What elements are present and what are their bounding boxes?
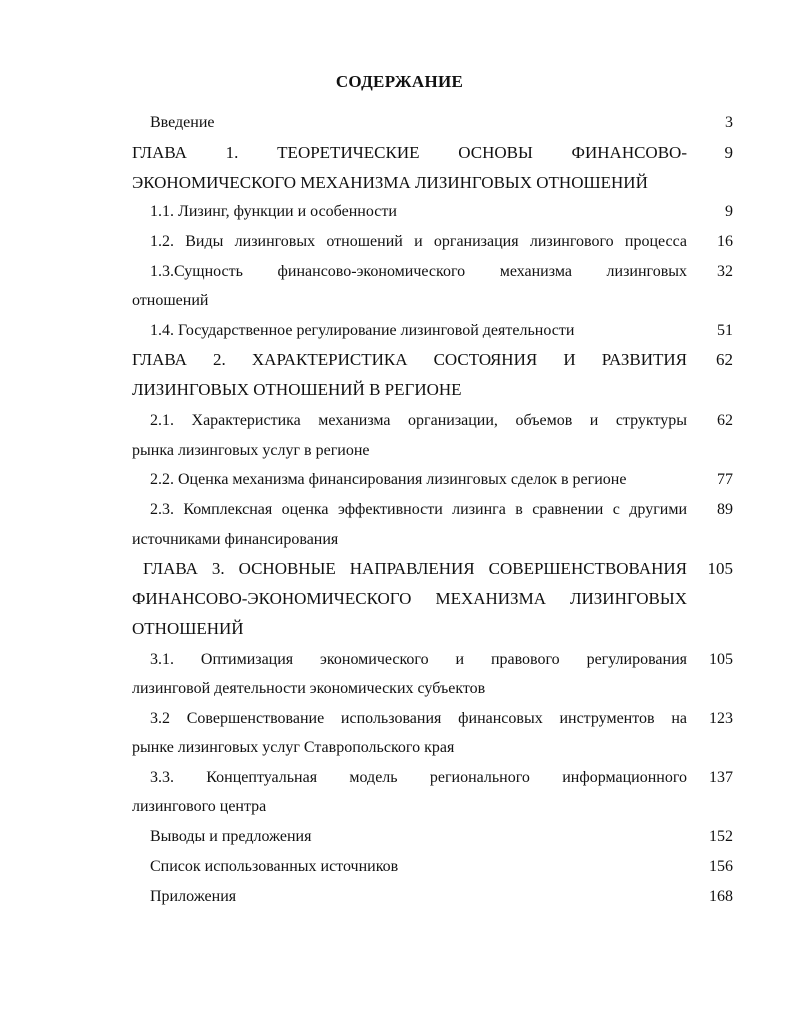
toc-entry-text: ГЛАВА 1. ТЕОРЕТИЧЕСКИЕ ОСНОВЫ ФИНАНСОВО- — [132, 143, 687, 162]
toc-entry-text: 1.3.Сущность финансово-экономического механизма лизинговых — [150, 263, 687, 280]
toc-page-number: 62 — [716, 350, 733, 369]
toc-entry-text: Выводы и предложения — [150, 828, 312, 845]
toc-entry-text: 3.3. Концептуальная модель регионального информационного — [150, 769, 687, 786]
toc-page-number: 62 — [717, 412, 733, 429]
toc-entry-text: рынка лизинговых услуг в регионе — [132, 442, 370, 459]
toc-page-number: 9 — [724, 143, 733, 162]
toc-entry-text: ФИНАНСОВО-ЭКОНОМИЧЕСКОГО МЕХАНИЗМА ЛИЗИНГОВЫХ — [132, 589, 687, 608]
toc-entry-text: Введение — [150, 114, 215, 131]
toc-page-number: 105 — [707, 559, 733, 578]
toc-entry-text: лизингового центра — [132, 798, 267, 815]
toc-page-number: 152 — [709, 828, 733, 845]
toc-page-number: 16 — [717, 233, 733, 250]
toc-entry-text: 2.2. Оценка механизма финансирования лизинговых сделок в регионе — [150, 471, 627, 488]
toc-entry-text: Приложения — [150, 888, 237, 905]
toc-page-number: 32 — [717, 263, 733, 280]
toc-entry-text: ГЛАВА 2. ХАРАКТЕРИСТИКА СОСТОЯНИЯ И РАЗВИТИЯ — [132, 350, 687, 369]
toc-page-number: 123 — [709, 710, 733, 727]
toc-entry-text: ОТНОШЕНИЙ — [132, 619, 244, 638]
toc-entry-text: ГЛАВА 3. ОСНОВНЫЕ НАПРАВЛЕНИЯ СОВЕРШЕНСТВОВАНИЯ — [143, 559, 687, 578]
toc-entry-text: 1.2. Виды лизинговых отношений и организация лизингового процесса — [150, 233, 687, 250]
toc-page-number: 105 — [709, 651, 733, 668]
toc-page-number: 77 — [717, 471, 733, 488]
toc-entry-text: Список использованных источников — [150, 858, 399, 875]
toc-entry-text: 3.2 Совершенствование использования финансовых инструментов на — [150, 710, 687, 727]
toc-entry-text: ЛИЗИНГОВЫХ ОТНОШЕНИЙ В РЕГИОНЕ — [132, 380, 462, 399]
toc-entry-text: лизинговой деятельности экономических субъектов — [132, 680, 486, 697]
toc-page-number: 9 — [725, 203, 733, 220]
toc-page-number: 89 — [717, 501, 733, 518]
toc-page-number: 3 — [725, 114, 733, 131]
toc-entry-text: рынке лизинговых услуг Ставропольского края — [132, 739, 455, 756]
toc-entry-text: 1.1. Лизинг, функции и особенности — [150, 203, 397, 220]
toc-entry-text: 2.1. Характеристика механизма организации, объемов и структуры — [150, 412, 687, 429]
page-title: СОДЕРЖАНИЕ — [335, 72, 464, 91]
toc-entry-text: источниками финансирования — [132, 531, 339, 548]
toc-entry-text: отношений — [132, 292, 209, 309]
toc-entry-text: ЭКОНОМИЧЕСКОГО МЕХАНИЗМА ЛИЗИНГОВЫХ ОТНОШЕНИЙ — [132, 173, 648, 192]
toc-page-number: 156 — [709, 858, 733, 875]
toc-page-number: 168 — [709, 888, 733, 905]
toc-entry-text: 2.3. Комплексная оценка эффективности лизинга в сравнении с другими — [150, 501, 687, 518]
toc-page-number: 51 — [717, 322, 733, 339]
toc-page-number: 137 — [709, 769, 733, 786]
toc-entry-text: 1.4. Государственное регулирование лизинговой деятельности — [150, 322, 575, 339]
toc-entry-text: 3.1. Оптимизация экономического и правового регулирования — [150, 651, 687, 668]
